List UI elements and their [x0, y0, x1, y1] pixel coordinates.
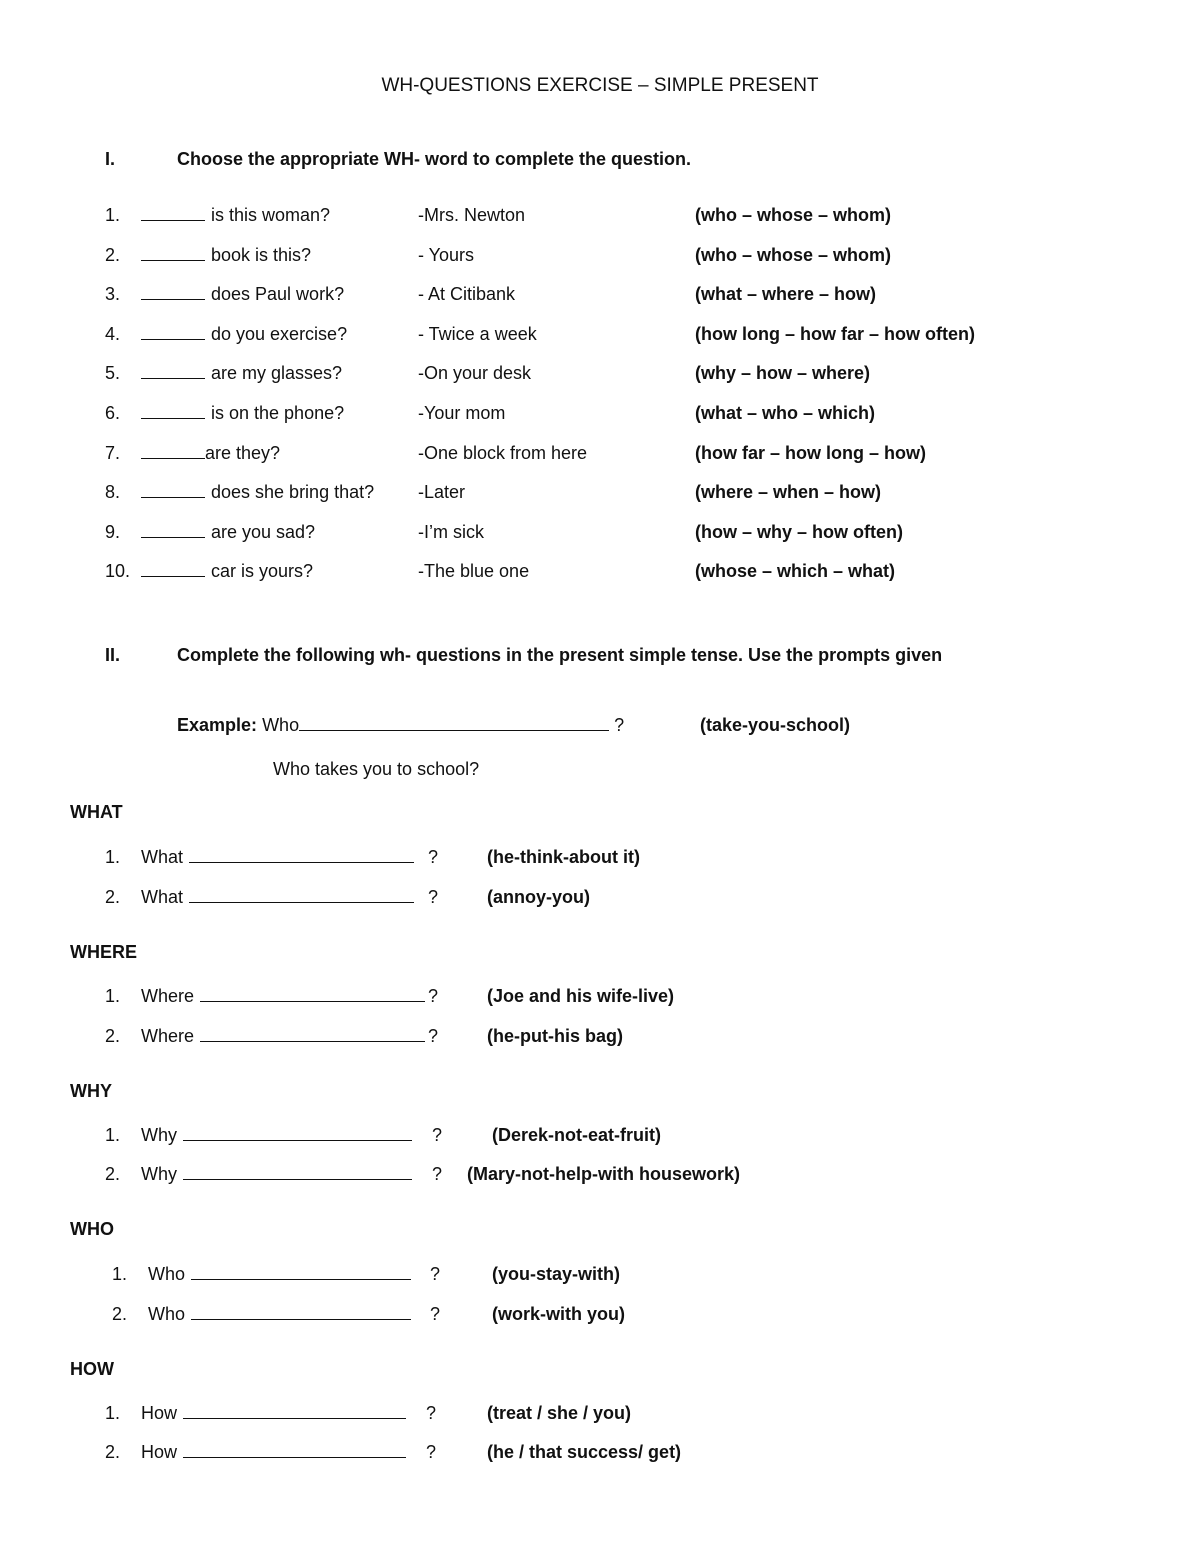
item-line — [141, 985, 425, 1007]
word-options: (how far – how long – how) — [695, 442, 926, 463]
item-line — [141, 886, 414, 908]
example-label: Example: — [177, 715, 258, 735]
item-line — [141, 1402, 406, 1424]
item-prompt: (Mary-not-help-with housework) — [467, 1164, 740, 1184]
word-options: (who – whose – whom) — [695, 244, 892, 265]
section2-numeral: II. — [105, 645, 121, 665]
example-line — [177, 714, 624, 736]
question-text: is this woman? — [211, 205, 331, 225]
item-line — [141, 1441, 406, 1463]
item-qmark: ? — [426, 1403, 437, 1423]
answer-blank[interactable] — [141, 204, 205, 221]
item-prompt: (Derek-not-eat-fruit) — [492, 1125, 661, 1145]
item-word: Where — [141, 1026, 195, 1046]
group-heading: WHY — [70, 1081, 112, 1101]
question-number: 9. — [105, 521, 121, 542]
question-line — [141, 244, 311, 266]
item-word: How — [141, 1403, 178, 1423]
question-number: 3. — [105, 284, 121, 305]
word-options: (why – how – where) — [695, 363, 871, 384]
example-blank[interactable] — [299, 714, 609, 731]
given-answer: -Later — [418, 482, 466, 503]
item-word: Why — [141, 1164, 177, 1184]
group-heading: HOW — [70, 1359, 114, 1379]
question-line — [141, 402, 344, 424]
word-options: (what – who – which) — [695, 403, 876, 423]
question-number: 8. — [105, 482, 121, 503]
item-number: 1. — [105, 1125, 121, 1145]
item-qmark: ? — [428, 847, 439, 867]
item-blank[interactable] — [189, 846, 414, 863]
item-line — [148, 1263, 411, 1285]
item-qmark: ? — [428, 887, 439, 907]
item-number: 1. — [105, 847, 121, 867]
item-prompt: (he-put-his bag) — [487, 1026, 623, 1046]
question-number: 5. — [105, 363, 121, 384]
item-blank[interactable] — [183, 1441, 406, 1458]
group-heading: WHERE — [70, 942, 137, 962]
question-line — [141, 481, 374, 503]
question-line — [141, 204, 330, 226]
question-text: are you sad? — [211, 521, 316, 542]
question-line — [141, 362, 342, 384]
question-line — [141, 323, 347, 345]
item-blank[interactable] — [191, 1263, 411, 1280]
given-answer: -On your desk — [418, 363, 532, 384]
given-answer: -One block from here — [418, 442, 588, 463]
item-word: How — [141, 1442, 178, 1462]
item-blank[interactable] — [183, 1124, 412, 1141]
item-number: 2. — [105, 887, 121, 907]
item-prompt: (treat / she / you) — [487, 1403, 632, 1423]
item-blank[interactable] — [200, 1025, 425, 1042]
item-line — [141, 1124, 412, 1146]
item-word: Who — [148, 1264, 186, 1284]
question-number: 4. — [105, 323, 121, 344]
item-word: Why — [141, 1125, 177, 1145]
item-line — [141, 1163, 412, 1185]
given-answer: -The blue one — [418, 561, 530, 582]
example-answer: Who takes you to school? — [273, 759, 480, 779]
section2-instruction: Complete the following wh- questions in the present simple tense. Use the prompts given — [177, 645, 943, 665]
example-prompt: (take-you-school) — [700, 715, 851, 735]
section1-numeral: I. — [105, 149, 116, 169]
word-options: (whose – which – what) — [695, 561, 896, 582]
item-prompt: (he / that success/ get) — [487, 1442, 682, 1462]
item-blank[interactable] — [183, 1402, 406, 1419]
answer-blank[interactable] — [141, 244, 205, 261]
given-answer: - Twice a week — [418, 323, 537, 344]
question-text: does she bring that? — [211, 482, 375, 503]
word-options: (how long – how far – how often) — [695, 323, 975, 344]
item-qmark: ? — [428, 986, 439, 1006]
question-number: 2. — [105, 244, 121, 265]
item-number: 2. — [105, 1026, 121, 1046]
section1-instruction: Choose the appropriate WH- word to complete the question. — [177, 149, 692, 169]
question-number: 10. — [105, 561, 131, 582]
answer-blank[interactable] — [141, 323, 205, 340]
item-qmark: ? — [428, 1026, 439, 1046]
given-answer: - At Citibank — [418, 284, 516, 305]
item-word: What — [141, 887, 184, 907]
question-text: are my glasses? — [211, 363, 343, 384]
item-number: 1. — [105, 986, 121, 1006]
question-text: are they? — [205, 442, 281, 463]
item-qmark: ? — [432, 1125, 443, 1145]
question-line — [141, 560, 313, 582]
group-heading: WHAT — [70, 802, 123, 822]
word-options: (what – where – how) — [695, 284, 877, 305]
item-number: 2. — [112, 1304, 128, 1324]
item-qmark: ? — [432, 1164, 443, 1184]
item-blank[interactable] — [189, 886, 414, 903]
question-line — [141, 442, 280, 464]
answer-blank[interactable] — [141, 521, 205, 538]
item-blank[interactable] — [200, 985, 425, 1002]
answer-blank[interactable] — [141, 362, 205, 379]
question-line — [141, 283, 344, 305]
group-heading: WHO — [70, 1219, 114, 1239]
word-options: (where – when – how) — [695, 482, 882, 503]
page-title: WH-QUESTIONS EXERCISE – SIMPLE PRESENT — [381, 75, 819, 96]
item-prompt: (he-think-about it) — [487, 847, 640, 867]
item-word: What — [141, 847, 184, 867]
answer-blank[interactable] — [141, 481, 205, 498]
question-text: is on the phone? — [211, 403, 345, 423]
item-word: Where — [141, 986, 195, 1006]
example-word: Who — [262, 715, 300, 735]
question-number: 1. — [105, 205, 121, 225]
answer-blank[interactable] — [141, 560, 205, 577]
example-qmark: ? — [614, 715, 625, 735]
word-options: (who – whose – whom) — [695, 205, 892, 225]
given-answer: -I’m sick — [418, 521, 484, 542]
given-answer: -Your mom — [418, 403, 506, 423]
item-prompt: (work-with you) — [492, 1304, 625, 1324]
item-prompt: (Joe and his wife-live) — [487, 986, 675, 1006]
item-line — [141, 846, 414, 868]
answer-blank[interactable] — [141, 402, 205, 419]
answer-blank[interactable] — [141, 283, 205, 300]
question-number: 6. — [105, 403, 121, 423]
item-qmark: ? — [430, 1264, 441, 1284]
item-blank[interactable] — [183, 1163, 412, 1180]
question-text: does Paul work? — [211, 284, 345, 305]
item-number: 1. — [105, 1403, 121, 1423]
given-answer: -Mrs. Newton — [418, 205, 526, 225]
item-qmark: ? — [430, 1304, 441, 1324]
item-blank[interactable] — [191, 1303, 411, 1320]
question-text: do you exercise? — [211, 323, 348, 344]
item-qmark: ? — [426, 1442, 437, 1462]
item-line — [141, 1025, 425, 1047]
question-number: 7. — [105, 442, 121, 463]
given-answer: - Yours — [418, 244, 475, 265]
question-text: car is yours? — [211, 561, 314, 582]
question-text: book is this? — [211, 244, 312, 265]
answer-blank[interactable] — [141, 442, 205, 459]
item-line — [148, 1303, 411, 1325]
item-prompt: (annoy-you) — [487, 887, 590, 907]
item-word: Who — [148, 1304, 186, 1324]
item-prompt: (you-stay-with) — [492, 1264, 620, 1284]
question-line — [141, 521, 315, 543]
word-options: (how – why – how often) — [695, 521, 903, 542]
item-number: 2. — [105, 1164, 121, 1184]
item-number: 2. — [105, 1442, 121, 1462]
item-number: 1. — [112, 1264, 128, 1284]
